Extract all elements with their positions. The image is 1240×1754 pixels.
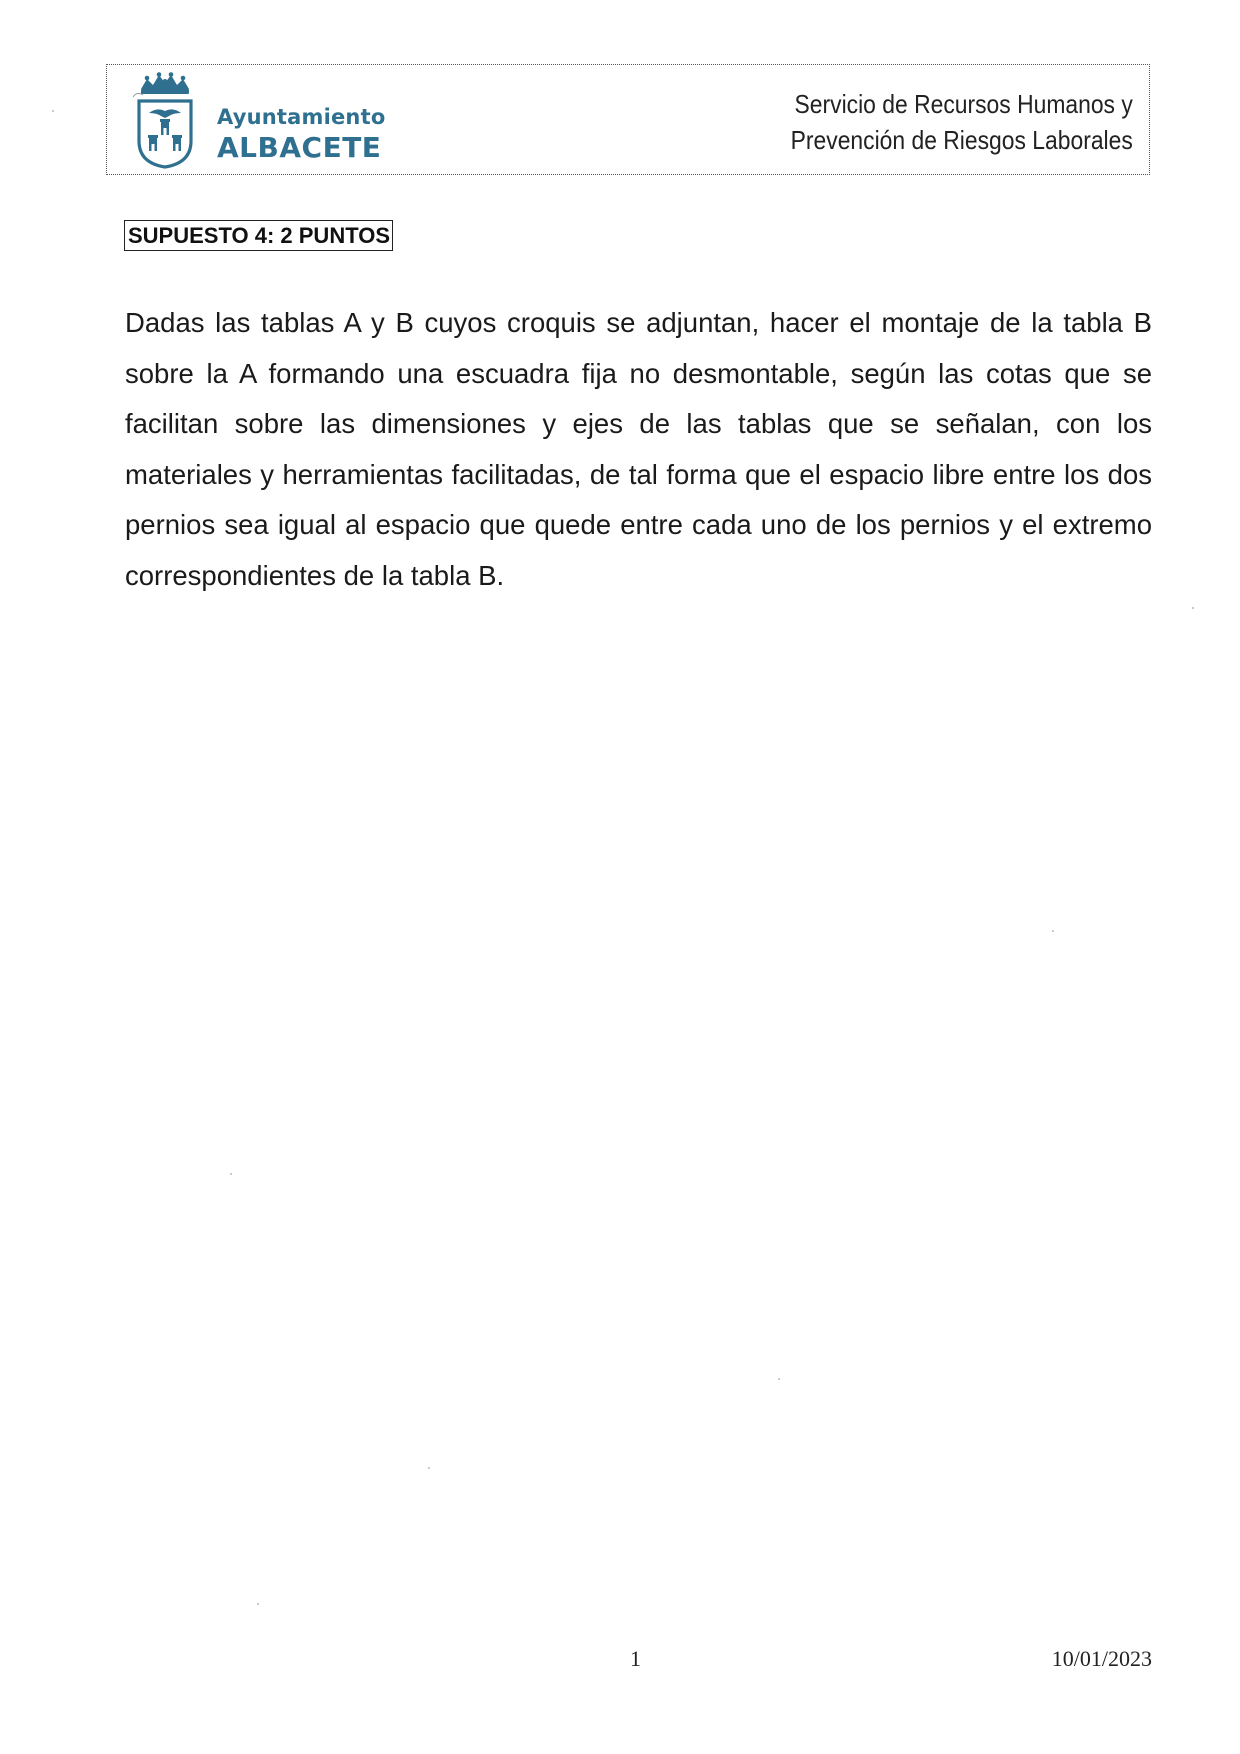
coat-of-arms-icon: [125, 71, 205, 171]
logo-text-ayuntamiento: Ayuntamiento: [217, 105, 386, 129]
logo-text-albacete: ALBACETE: [217, 131, 382, 164]
exercise-statement: Dadas las tablas A y B cuyos croquis se adjuntan, hacer el montaje de la tabla B sobre la A formando una escuadra fija no desmontable, según las cotas que se facilitan sobre las dimensiones y ejes de las tablas que se señalan, con los materiales y herramientas facilitadas, de tal forma que el espacio libre entre los dos pernios sea igual al espacio que quede entre cada uno de los pernios y el extremo correspondientes de la tabla B.: [125, 307, 1152, 591]
department-line-2: Prevención de Riesgos Laborales: [790, 125, 1133, 155]
albacete-logo: [125, 71, 385, 171]
letterhead: [106, 64, 1150, 175]
scan-speck: [1192, 607, 1194, 609]
scan-speck: [428, 1467, 430, 1469]
scan-speck: [778, 1378, 780, 1380]
scan-speck: [52, 110, 54, 112]
scan-speck: [230, 1173, 232, 1175]
footer-date: 10/01/2023: [1051, 1646, 1152, 1671]
department-line-1: Servicio de Recursos Humanos y: [794, 89, 1133, 119]
exercise-heading: SUPUESTO 4: 2 PUNTOS: [124, 220, 393, 251]
scan-speck: [257, 1603, 259, 1605]
scan-speck: [1052, 930, 1054, 932]
department-name: [791, 86, 1133, 158]
page-number: 1: [630, 1646, 641, 1671]
